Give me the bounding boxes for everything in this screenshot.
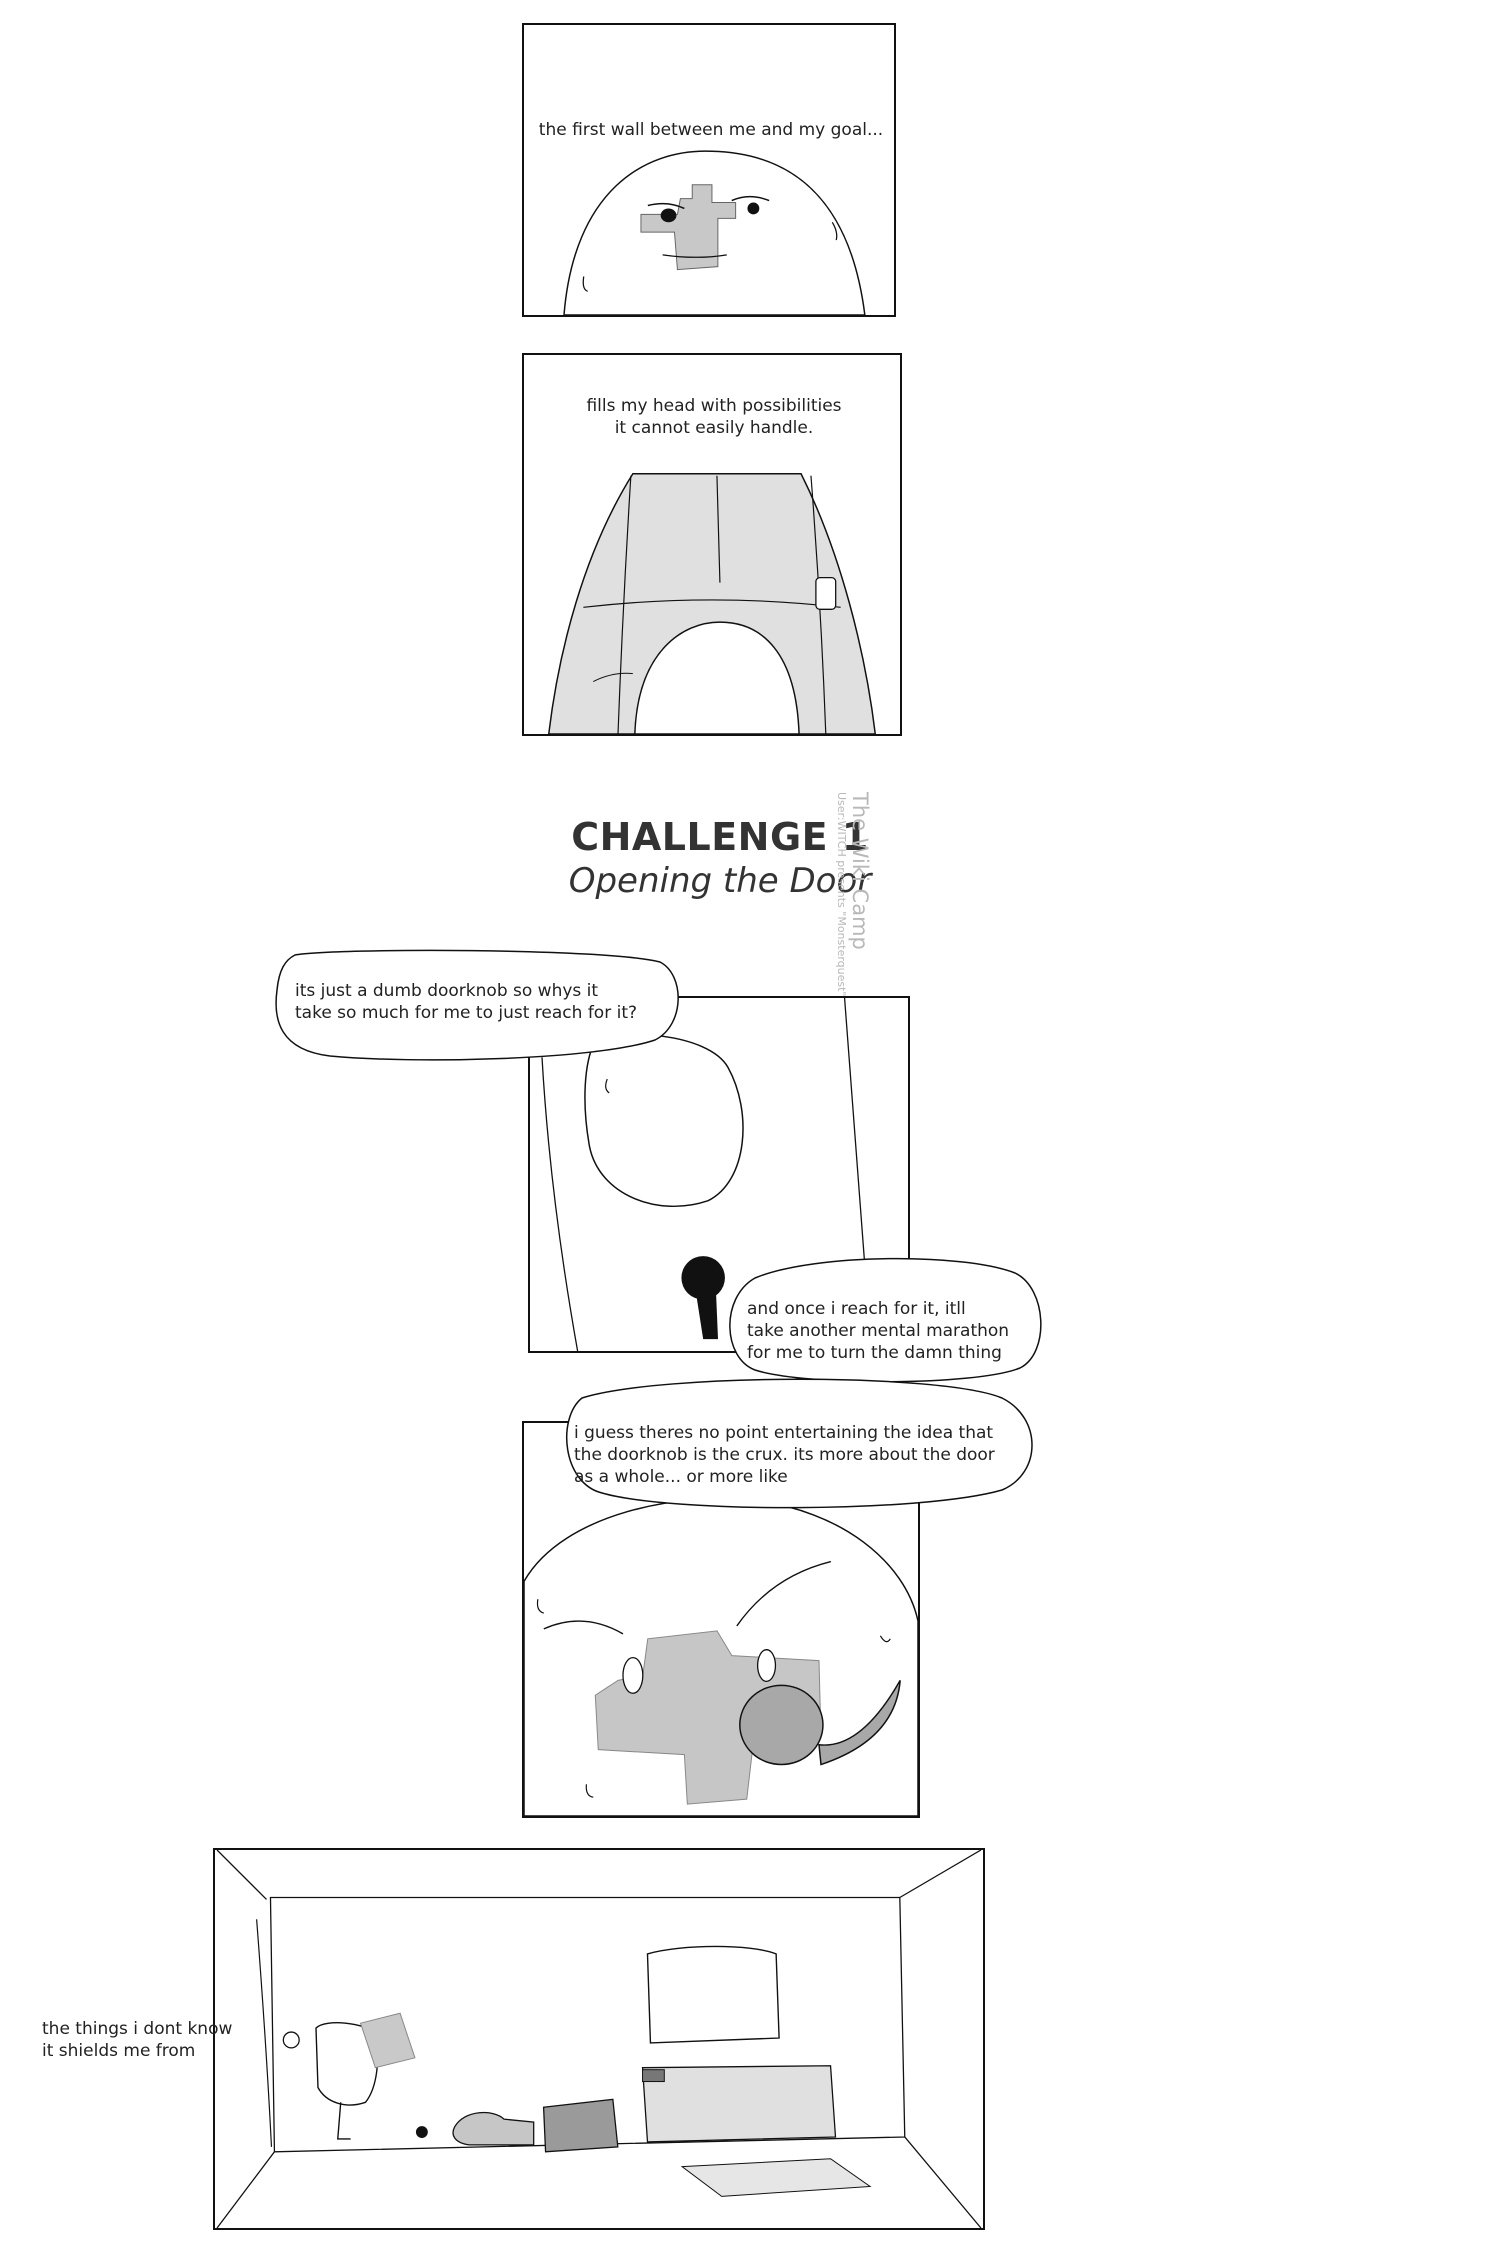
speech-bubble-door-crux-text: i guess theres no point entertaining the idea that the doorknob is the crux. its more about the door as a whole... or more like — [574, 1423, 995, 1487]
speech-bubble-doorknob-question-text: its just a dumb doorknob so whys it take so much for me to just reach for it? — [295, 981, 638, 1023]
blob-face-closeup — [524, 25, 894, 315]
speech-bubble-mental-marathon — [725, 1258, 1045, 1384]
panel-1-caption: the first wall between me and my goal... — [538, 120, 884, 140]
panel-5-caption: the things i dont know it shields me from — [42, 2019, 233, 2061]
panel-2-caption: fills my head with possibilities it cannot easily handle. — [586, 396, 842, 438]
speech-bubble-doorknob-question — [275, 950, 680, 1064]
panel-1 — [522, 23, 896, 317]
panel-5 — [213, 1848, 985, 2230]
watermark — [835, 792, 872, 997]
speech-bubble-door-crux — [562, 1378, 1036, 1510]
speech-bubble-mental-marathon-text: and once i reach for it, itll take another mental marathon for me to turn the damn thing — [747, 1299, 1010, 1363]
chapter-title: CHALLENGE 1 — [571, 815, 869, 859]
watermark-title: The Wiki Camp — [848, 792, 872, 950]
watermark-byline: User:WITCH presents "Monsterquest" — [835, 792, 848, 997]
panel-2 — [522, 353, 902, 736]
room-scene-drawing — [215, 1850, 983, 2228]
chapter-subtitle: Opening the Door — [568, 861, 872, 901]
